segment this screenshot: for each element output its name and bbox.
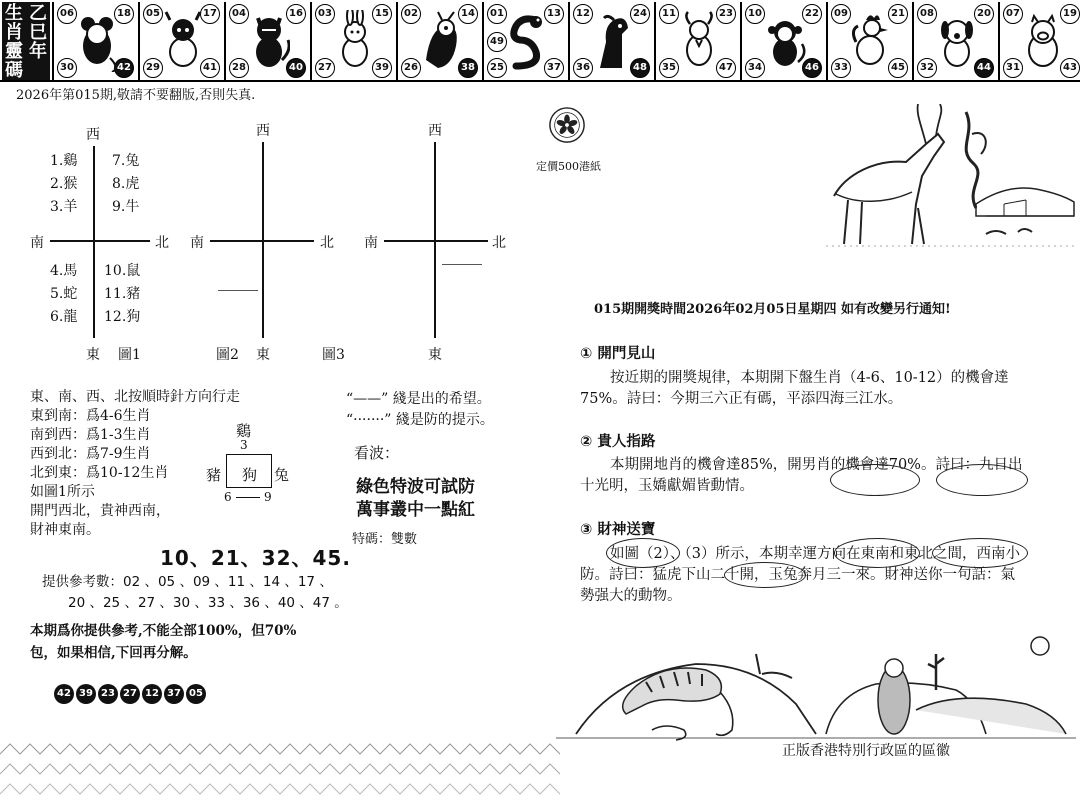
zodiac-number: 48 xyxy=(630,58,650,78)
zodiac-number: 09 xyxy=(831,4,851,24)
section-3-body: 如圖（2）、（3）所示，本期幸運方向在東南和東北之間，西南小防。詩曰：猛虎下山二十開，玉兔奔月三一來。財神送你一句話：氣勢强大的動物。 xyxy=(580,546,1020,604)
mini-bottom-line xyxy=(236,497,260,498)
list-item: 6.龍 xyxy=(50,309,78,325)
diagram2-horizontal-axis xyxy=(210,240,314,242)
number-ball: 42 xyxy=(54,684,74,704)
kanbo-line: 萬事叢中一點紅 xyxy=(356,500,475,520)
zodiac-number: 28 xyxy=(229,58,249,78)
zodiac-number: 14 xyxy=(458,4,478,24)
zodiac-cell xyxy=(482,2,566,80)
mini-bottom-right: 9 xyxy=(264,490,272,504)
diagram1-vertical-axis xyxy=(93,146,95,338)
kanbo-title: 看波： xyxy=(354,444,400,462)
section-1-body: 按近期的開獎規律，本期開下盤生肖（4-6、10-12）的機會達75%。詩曰：今期三六正有碼，平添四海三江水。 xyxy=(580,370,1009,407)
zodiac-number: 36 xyxy=(573,58,593,78)
zodiac-number: 01 xyxy=(487,4,507,24)
strip-title xyxy=(2,2,50,80)
mini-right: 兔 xyxy=(274,466,290,484)
zodiac-cell xyxy=(740,2,824,80)
list-item: 1.鷄 xyxy=(50,153,78,169)
zodiac-number: 30 xyxy=(57,58,77,78)
zodiac-number: 31 xyxy=(1003,58,1023,78)
diagram1-list-right-bottom xyxy=(104,260,140,329)
hk-emblem-icon xyxy=(548,106,586,144)
list-item: 5.蛇 xyxy=(50,286,78,302)
zodiac-number: 05 xyxy=(143,4,163,24)
zodiac-number: 06 xyxy=(57,4,77,24)
zodiac-cell xyxy=(310,2,394,80)
zodiac-cell xyxy=(52,2,136,80)
zodiac-number: 29 xyxy=(143,58,163,78)
rule-line: 開門西北，貴神西南， xyxy=(30,503,170,519)
reference-line: 提供參考數：02 、05 、09 、11 、14 、17 、 xyxy=(42,574,333,590)
diagram1-east: 東 xyxy=(86,347,100,363)
zodiac-number: 39 xyxy=(372,58,392,78)
zodiac-number: 07 xyxy=(1003,4,1023,24)
diagram1-caption: 圖1 xyxy=(118,347,141,363)
zodiac-number: 20 xyxy=(974,4,994,24)
zodiac-number: 47 xyxy=(716,58,736,78)
footer-emblem-caption: 正版香港特別行政區的區徽 xyxy=(782,743,950,759)
legend-solid-line: “——” 綫是出的希望。 xyxy=(346,391,491,407)
monkey-icon xyxy=(764,10,806,72)
rule-line: 如圖1所示 xyxy=(30,484,95,500)
diagram2-west: 西 xyxy=(256,123,270,139)
dog-icon xyxy=(936,10,978,72)
zodiac-cell xyxy=(826,2,910,80)
goat-landscape-illustration xyxy=(826,104,1076,254)
number-ball: 12 xyxy=(142,684,162,704)
empty-oval xyxy=(830,464,920,496)
kanbo-line: 綠色特波可試防 xyxy=(356,477,475,497)
list-item: 7.兔 xyxy=(112,153,140,169)
note-line: 包，如果相信,下回再分解。 xyxy=(30,645,197,661)
text-oval xyxy=(932,538,1028,568)
zodiac-cell xyxy=(568,2,652,80)
main-numbers: 10、21、32、45. xyxy=(160,546,351,570)
diagram2-north: 北 xyxy=(320,235,334,251)
diagram1-list-right-top xyxy=(112,150,139,219)
section-3-heading: ③ 財神送寶 xyxy=(580,522,656,538)
diagram3-north: 北 xyxy=(492,235,506,251)
zodiac-number: 38 xyxy=(458,58,478,78)
diagram3-horizontal-axis xyxy=(384,240,488,242)
zodiac-number: 43 xyxy=(1060,58,1080,78)
zodiac-cell xyxy=(224,2,308,80)
diagram3-east: 東 xyxy=(428,347,442,363)
kanbo-text xyxy=(356,476,475,522)
diagram3-solid-marker xyxy=(442,264,482,265)
disclaimer-note xyxy=(30,620,296,664)
zodiac-number: 23 xyxy=(716,4,736,24)
goat-icon xyxy=(678,10,720,72)
zodiac-number: 44 xyxy=(974,58,994,78)
zodiac-number: 25 xyxy=(487,58,507,78)
zodiac-number: 02 xyxy=(401,4,421,24)
reference-numbers xyxy=(42,572,348,614)
diagram1-west: 西 xyxy=(86,127,100,143)
diagram3-south: 南 xyxy=(364,235,378,251)
list-item: 11.豬 xyxy=(104,286,141,302)
legend-dotted-line: “·······” 綫是防的提示。 xyxy=(346,412,494,428)
mini-left: 豬 xyxy=(206,466,222,484)
zodiac-cell xyxy=(654,2,738,80)
diagram2-east: 東 xyxy=(256,347,270,363)
list-item: 2.猴 xyxy=(50,176,78,192)
zodiac-number: 11 xyxy=(659,4,679,24)
price-label: 定價500港紙 xyxy=(536,160,601,173)
mini-bottom-left: 6 xyxy=(224,490,232,504)
number-ball: 27 xyxy=(120,684,140,704)
rule-line: 北到東：爲10-12生肖 xyxy=(30,465,169,481)
reference-line: 20 、25 、27 、30 、33 、36 、40 、47 。 xyxy=(68,595,348,611)
snake-icon xyxy=(506,10,548,72)
rat-icon xyxy=(76,10,118,72)
rule-line: 財神東南。 xyxy=(30,522,100,538)
list-item: 3.羊 xyxy=(50,199,78,215)
section-1-heading: ① 開門見山 xyxy=(580,346,656,362)
zodiac-number: 19 xyxy=(1060,4,1080,24)
text-oval xyxy=(834,538,920,568)
zodiac-number: 12 xyxy=(573,4,593,24)
list-item: 10.鼠 xyxy=(104,263,141,279)
zodiac-cell xyxy=(912,2,996,80)
zodiac-number: 10 xyxy=(745,4,765,24)
rule-line: 西到北：爲7-9生肖 xyxy=(30,446,151,462)
strip-title-left: 生 肖 靈 碼 xyxy=(5,3,23,81)
number-ball: 39 xyxy=(76,684,96,704)
strip-title-right: 乙 巳 年 xyxy=(29,3,47,62)
zodiac-number: 34 xyxy=(745,58,765,78)
wave-pattern xyxy=(0,740,560,800)
rule-line: 南到西：爲1-3生肖 xyxy=(30,427,151,443)
text-oval xyxy=(606,538,680,568)
zodiac-number: 03 xyxy=(315,4,335,24)
list-item: 12.狗 xyxy=(104,309,141,325)
zodiac-header-strip xyxy=(0,0,1080,82)
diagram3-west: 西 xyxy=(428,123,442,139)
zodiac-number: 21 xyxy=(888,4,908,24)
zodiac-number: 26 xyxy=(401,58,421,78)
diagram2-caption: 圖2 xyxy=(216,347,239,363)
zodiac-number: 40 xyxy=(286,58,306,78)
diagram1-north: 北 xyxy=(155,235,169,251)
issue-line: 2026年第015期,敬請不要翻版,否則失真. xyxy=(16,88,256,103)
list-item: 8.虎 xyxy=(112,176,140,192)
zodiac-number: 16 xyxy=(286,4,306,24)
diagram3-caption: 圖3 xyxy=(322,347,345,363)
zodiac-cell xyxy=(396,2,480,80)
horse-icon xyxy=(592,10,634,72)
diagram2-south: 南 xyxy=(190,235,204,251)
rabbit-icon xyxy=(334,10,376,72)
section-2-heading: ② 貴人指路 xyxy=(580,434,656,450)
dragon-icon xyxy=(420,10,462,72)
diagram1-south: 南 xyxy=(30,235,44,251)
number-ball: 37 xyxy=(164,684,184,704)
tema-hint: 特碼：雙數 xyxy=(352,532,418,547)
rule-line: 東、南、西、北按順時針方向行走 xyxy=(30,389,240,405)
zodiac-number: 08 xyxy=(917,4,937,24)
mini-top-num: 3 xyxy=(240,438,248,452)
diagram1-list-left-top xyxy=(50,150,77,219)
zodiac-number: 49 xyxy=(487,32,507,52)
zodiac-number: 42 xyxy=(114,58,134,78)
zodiac-cell xyxy=(998,2,1080,80)
zodiac-number: 13 xyxy=(544,4,564,24)
mini-zodiac-diagram xyxy=(204,420,296,510)
mini-top: 鷄 xyxy=(236,422,252,440)
zodiac-cell xyxy=(138,2,222,80)
list-item: 4.馬 xyxy=(50,263,78,279)
rule-line: 東到南：爲4-6生肖 xyxy=(30,408,151,424)
tiger-monkey-landscape-illustration xyxy=(556,634,1076,744)
zodiac-number: 32 xyxy=(917,58,937,78)
zodiac-number: 35 xyxy=(659,58,679,78)
note-line: 本期爲你提供參考,不能全部100%，但70% xyxy=(30,623,297,639)
zodiac-number: 33 xyxy=(831,58,851,78)
zodiac-number: 41 xyxy=(200,58,220,78)
zodiac-number: 46 xyxy=(802,58,822,78)
zodiac-number: 17 xyxy=(200,4,220,24)
diagram1-list-left-bottom xyxy=(50,260,77,329)
diagram2-solid-marker xyxy=(218,290,258,291)
number-ball: 05 xyxy=(186,684,206,704)
draw-time-line: 015期開獎時間2026年02月05日星期四 如有改變另行通知! xyxy=(594,302,951,317)
zodiac-number: 45 xyxy=(888,58,908,78)
zodiac-number: 04 xyxy=(229,4,249,24)
zodiac-number: 27 xyxy=(315,58,335,78)
tiger-icon xyxy=(248,10,290,72)
empty-oval xyxy=(936,464,1028,496)
diagram1-horizontal-axis xyxy=(50,240,150,242)
text-oval xyxy=(724,562,806,588)
rooster-icon xyxy=(850,10,892,72)
zodiac-number: 24 xyxy=(630,4,650,24)
number-ball: 23 xyxy=(98,684,118,704)
pig-icon xyxy=(1022,10,1064,72)
ox-icon xyxy=(162,10,204,72)
list-item: 9.牛 xyxy=(112,199,140,215)
zodiac-number: 15 xyxy=(372,4,392,24)
mini-center: 狗 xyxy=(242,466,258,484)
zodiac-number: 18 xyxy=(114,4,134,24)
zodiac-number: 37 xyxy=(544,58,564,78)
zodiac-number: 22 xyxy=(802,4,822,24)
section-2-body: 本期開地肖的機會達85%，開男肖的機會達70%。詩曰：九日出十光明，玉嬌獻媚皆動情。 xyxy=(580,457,1023,494)
